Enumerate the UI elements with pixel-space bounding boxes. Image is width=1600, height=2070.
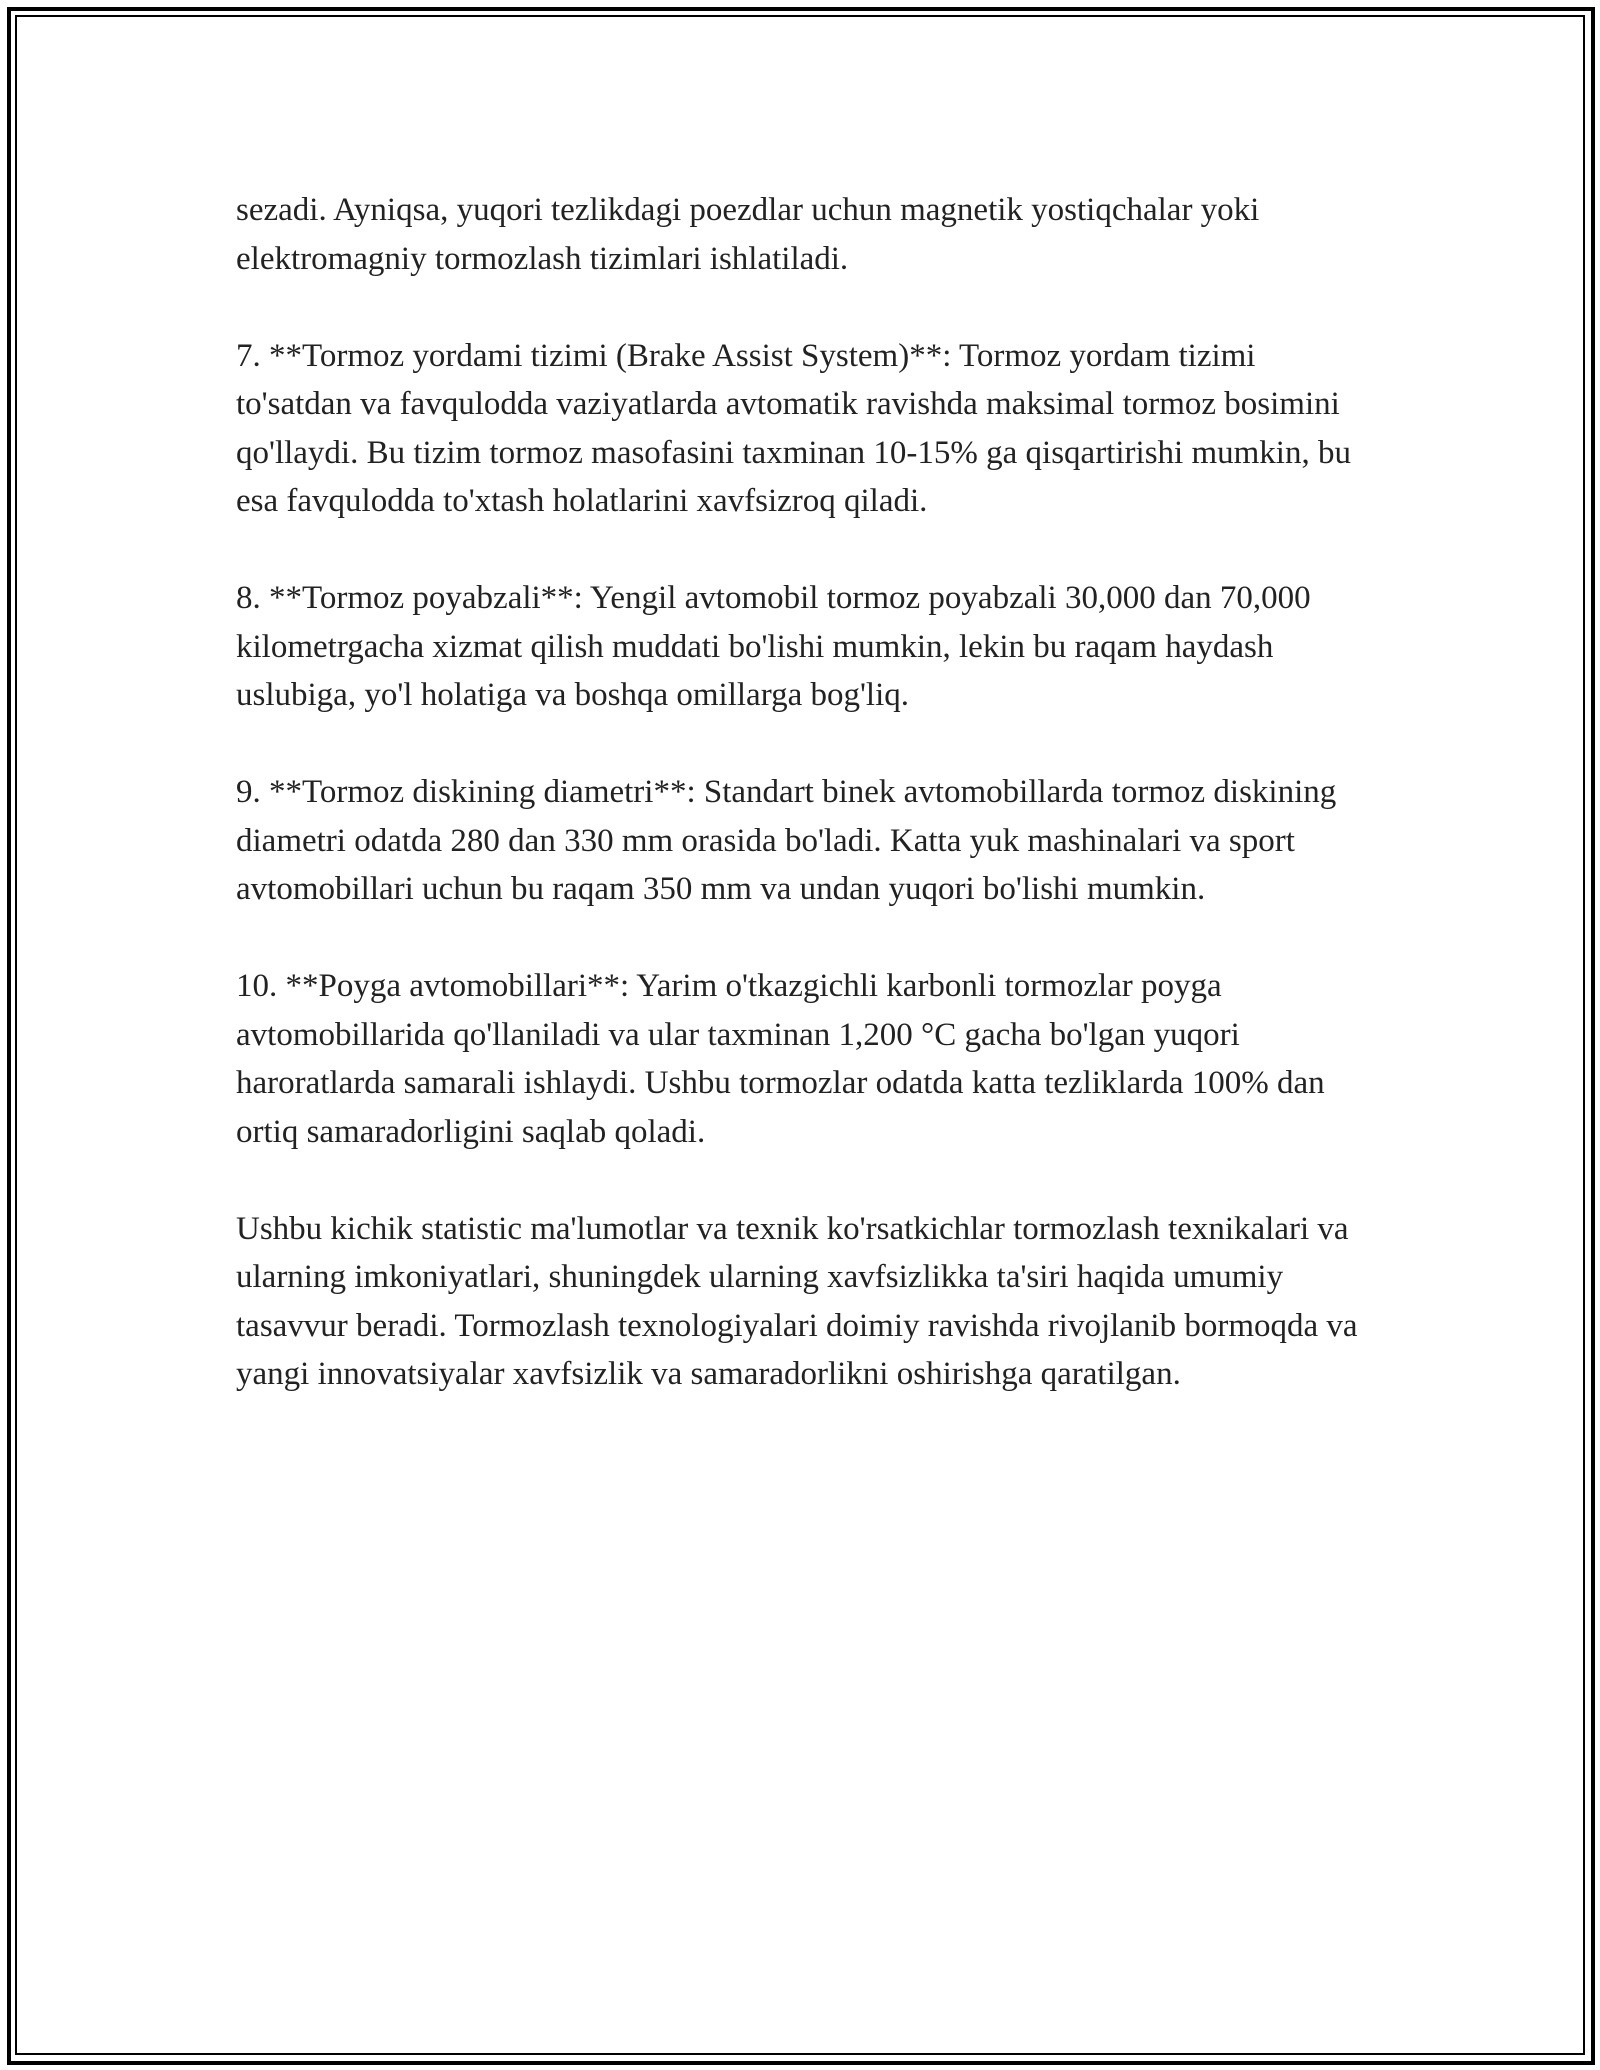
paragraph-continuation: sezadi. Ayniqsa, yuqori tezlikdagi poezdlar uchun magnetik yostiqchalar yoki elektromagniy tormozlash tizimlari ishlatiladi. [236,192,1260,277]
document-body [236,186,1366,1399]
paragraph-item-10-race-cars: 10. **Poyga avtomobillari**: Yarim o'tkazgichli karbonli tormozlar poyga avtomobillarida qo'llaniladi va ular taxminan 1,200 °C gacha bo'lgan yuqori haroratlarda samarali ishlaydi. Ushbu tormozlar odatda katta tezliklarda 100% dan ortiq samaradorligini saqlab qoladi. [236,968,1325,1150]
paragraph-item-8-brake-shoe: 8. **Tormoz poyabzali**: Yengil avtomobil tormoz poyabzali 30,000 dan 70,000 kilometrgacha xizmat qilish muddati bo'lishi mumkin, lekin bu raqam haydash uslubiga, yo'l holatiga va boshqa omillarga bog'liq. [236,580,1311,713]
paragraph-conclusion: Ushbu kichik statistic ma'lumotlar va texnik ko'rsatkichlar tormozlash texnikalari va ularning imkoniyatlari, shuningdek ularning xavfsizlikka ta'siri haqida umumiy tasavvur beradi. Tormozlash texnologiyalari doimiy ravishda rivojlanib bormoqda va yangi innovatsiyalar xavfsizlik va samaradorlikni oshirishga qaratilgan. [236,1210,1358,1392]
paragraph-item-7-brake-assist: 7. **Tormoz yordami tizimi (Brake Assist System)**: Tormoz yordam tizimi to'satdan va favqulodda vaziyatlarda avtomatik ravishda maksimal tormoz bosimini qo'llaydi. Bu tizim tormoz masofasini taxminan 10-15% ga qisqartirishi mumkin, bu esa favqulodda to'xtash holatlarini xavfsizroq qiladi. [236,337,1351,519]
paragraph-item-9-disc-diameter: 9. **Tormoz diskining diametri**: Standart binek avtomobillarda tormoz diskining diametri odatda 280 dan 330 mm orasida bo'ladi. Katta yuk mashinalari va sport avtomobillari uchun bu raqam 350 mm va undan yuqori bo'lishi mumkin. [236,774,1337,907]
